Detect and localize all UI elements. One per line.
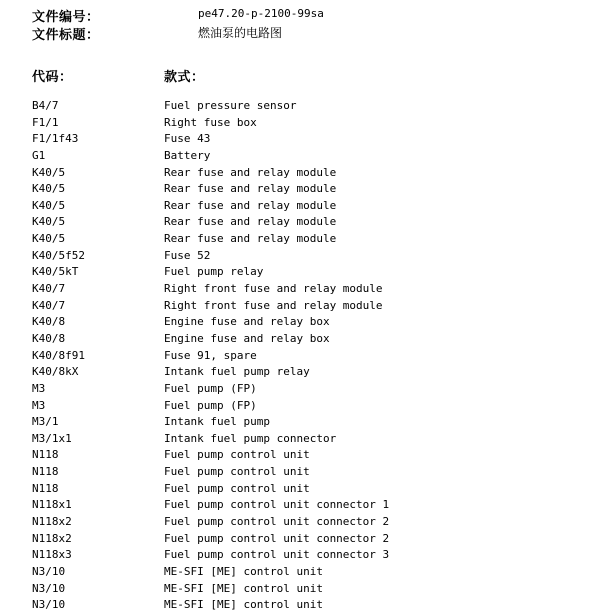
component-row bbox=[32, 198, 592, 215]
component-code: G1 bbox=[32, 148, 46, 162]
component-description: Fuel pump control unit bbox=[164, 448, 310, 462]
component-row bbox=[32, 547, 592, 564]
component-description: Fuse 43 bbox=[164, 132, 211, 146]
component-code: N118 bbox=[32, 481, 59, 495]
component-code: N118x1 bbox=[32, 498, 72, 512]
component-description: Battery bbox=[164, 148, 211, 162]
component-description: Fuel pump control unit connector 2 bbox=[164, 531, 390, 545]
component-description: ME-SFI [ME] control unit bbox=[164, 598, 323, 612]
component-description: Right fuse box bbox=[164, 115, 257, 129]
component-row bbox=[32, 381, 592, 398]
component-row bbox=[32, 497, 592, 514]
component-row bbox=[32, 531, 592, 548]
document-title-row bbox=[32, 24, 592, 41]
component-description: Intank fuel pump relay bbox=[164, 365, 310, 379]
component-description: ME-SFI [ME] control unit bbox=[164, 564, 323, 578]
component-code: N118 bbox=[32, 448, 59, 462]
component-row bbox=[32, 348, 592, 365]
component-row bbox=[32, 331, 592, 348]
component-description: Fuel pump control unit connector 1 bbox=[164, 498, 390, 512]
component-description: Rear fuse and relay module bbox=[164, 215, 337, 229]
component-description: Fuel pump (FP) bbox=[164, 381, 257, 395]
component-code: M3/1 bbox=[32, 415, 59, 429]
component-description: ME-SFI [ME] control unit bbox=[164, 581, 323, 595]
component-row bbox=[32, 115, 592, 132]
document-title-value: 燃油泵的电路图 bbox=[198, 26, 283, 40]
component-code: M3 bbox=[32, 398, 46, 412]
component-description: Intank fuel pump connector bbox=[164, 431, 337, 445]
component-list bbox=[32, 98, 592, 614]
component-row bbox=[32, 264, 592, 281]
component-code: N3/10 bbox=[32, 564, 66, 578]
component-description: Rear fuse and relay module bbox=[164, 165, 337, 179]
component-row bbox=[32, 581, 592, 598]
component-row bbox=[32, 314, 592, 331]
component-row bbox=[32, 564, 592, 581]
component-row bbox=[32, 398, 592, 415]
component-description: Rear fuse and relay module bbox=[164, 232, 337, 246]
component-row bbox=[32, 281, 592, 298]
component-code: K40/5 bbox=[32, 198, 66, 212]
component-description: Fuse 91, spare bbox=[164, 348, 257, 362]
component-row bbox=[32, 464, 592, 481]
component-description: Engine fuse and relay box bbox=[164, 331, 330, 345]
component-code: K40/7 bbox=[32, 298, 66, 312]
component-code: K40/5 bbox=[32, 165, 66, 179]
component-row bbox=[32, 98, 592, 115]
component-description: Fuel pump control unit connector 2 bbox=[164, 515, 390, 529]
component-description: Intank fuel pump bbox=[164, 415, 270, 429]
component-code: K40/5 bbox=[32, 182, 66, 196]
component-code: N3/10 bbox=[32, 598, 66, 612]
component-row bbox=[32, 447, 592, 464]
component-row bbox=[32, 165, 592, 182]
component-description: Fuel pressure sensor bbox=[164, 99, 297, 112]
component-description: Rear fuse and relay module bbox=[164, 198, 337, 212]
component-row bbox=[32, 298, 592, 315]
component-code: K40/8f91 bbox=[32, 348, 85, 362]
component-code: K40/5f52 bbox=[32, 248, 85, 262]
component-code: M3/1x1 bbox=[32, 431, 72, 445]
component-code: K40/5kT bbox=[32, 265, 79, 279]
component-row bbox=[32, 148, 592, 165]
component-code: K40/7 bbox=[32, 282, 66, 296]
component-row bbox=[32, 231, 592, 248]
component-row bbox=[32, 481, 592, 498]
component-code: K40/8 bbox=[32, 331, 66, 345]
component-description: Fuse 52 bbox=[164, 248, 211, 262]
component-code: F1/1 bbox=[32, 115, 59, 129]
component-code: K40/8kX bbox=[32, 365, 79, 379]
component-code: B4/7 bbox=[32, 99, 59, 112]
component-row bbox=[32, 431, 592, 448]
component-row bbox=[32, 514, 592, 531]
component-code: N118x2 bbox=[32, 515, 72, 529]
component-code: K40/5 bbox=[32, 215, 66, 229]
code-column-header: 代码： bbox=[32, 70, 73, 85]
component-description: Right front fuse and relay module bbox=[164, 298, 383, 312]
component-code: M3 bbox=[32, 381, 46, 395]
component-description: Fuel pump control unit connector 3 bbox=[164, 548, 390, 562]
component-description: Engine fuse and relay box bbox=[164, 315, 330, 329]
component-code: K40/5 bbox=[32, 232, 66, 246]
description-column-header: 款式： bbox=[164, 70, 205, 85]
component-description: Fuel pump relay bbox=[164, 265, 264, 279]
component-row bbox=[32, 131, 592, 148]
component-description: Fuel pump control unit bbox=[164, 481, 310, 495]
document-title-label: 文件标题： bbox=[32, 28, 100, 43]
component-row bbox=[32, 414, 592, 431]
document-number-label: 文件编号： bbox=[32, 10, 100, 25]
component-description: Fuel pump (FP) bbox=[164, 398, 257, 412]
component-code: F1/1f43 bbox=[32, 132, 79, 146]
component-code: N118x3 bbox=[32, 548, 72, 562]
document-number-value: pe47.20-p-2100-99sa bbox=[198, 7, 324, 20]
component-code: N3/10 bbox=[32, 581, 66, 595]
component-row bbox=[32, 248, 592, 265]
component-code: K40/8 bbox=[32, 315, 66, 329]
document-number-row bbox=[32, 6, 592, 23]
component-description: Right front fuse and relay module bbox=[164, 282, 383, 296]
component-description: Rear fuse and relay module bbox=[164, 182, 337, 196]
component-code: N118 bbox=[32, 465, 59, 479]
component-row bbox=[32, 214, 592, 231]
component-row bbox=[32, 181, 592, 198]
component-row bbox=[32, 597, 592, 614]
component-description: Fuel pump control unit bbox=[164, 465, 310, 479]
component-row bbox=[32, 364, 592, 381]
component-code: N118x2 bbox=[32, 531, 72, 545]
